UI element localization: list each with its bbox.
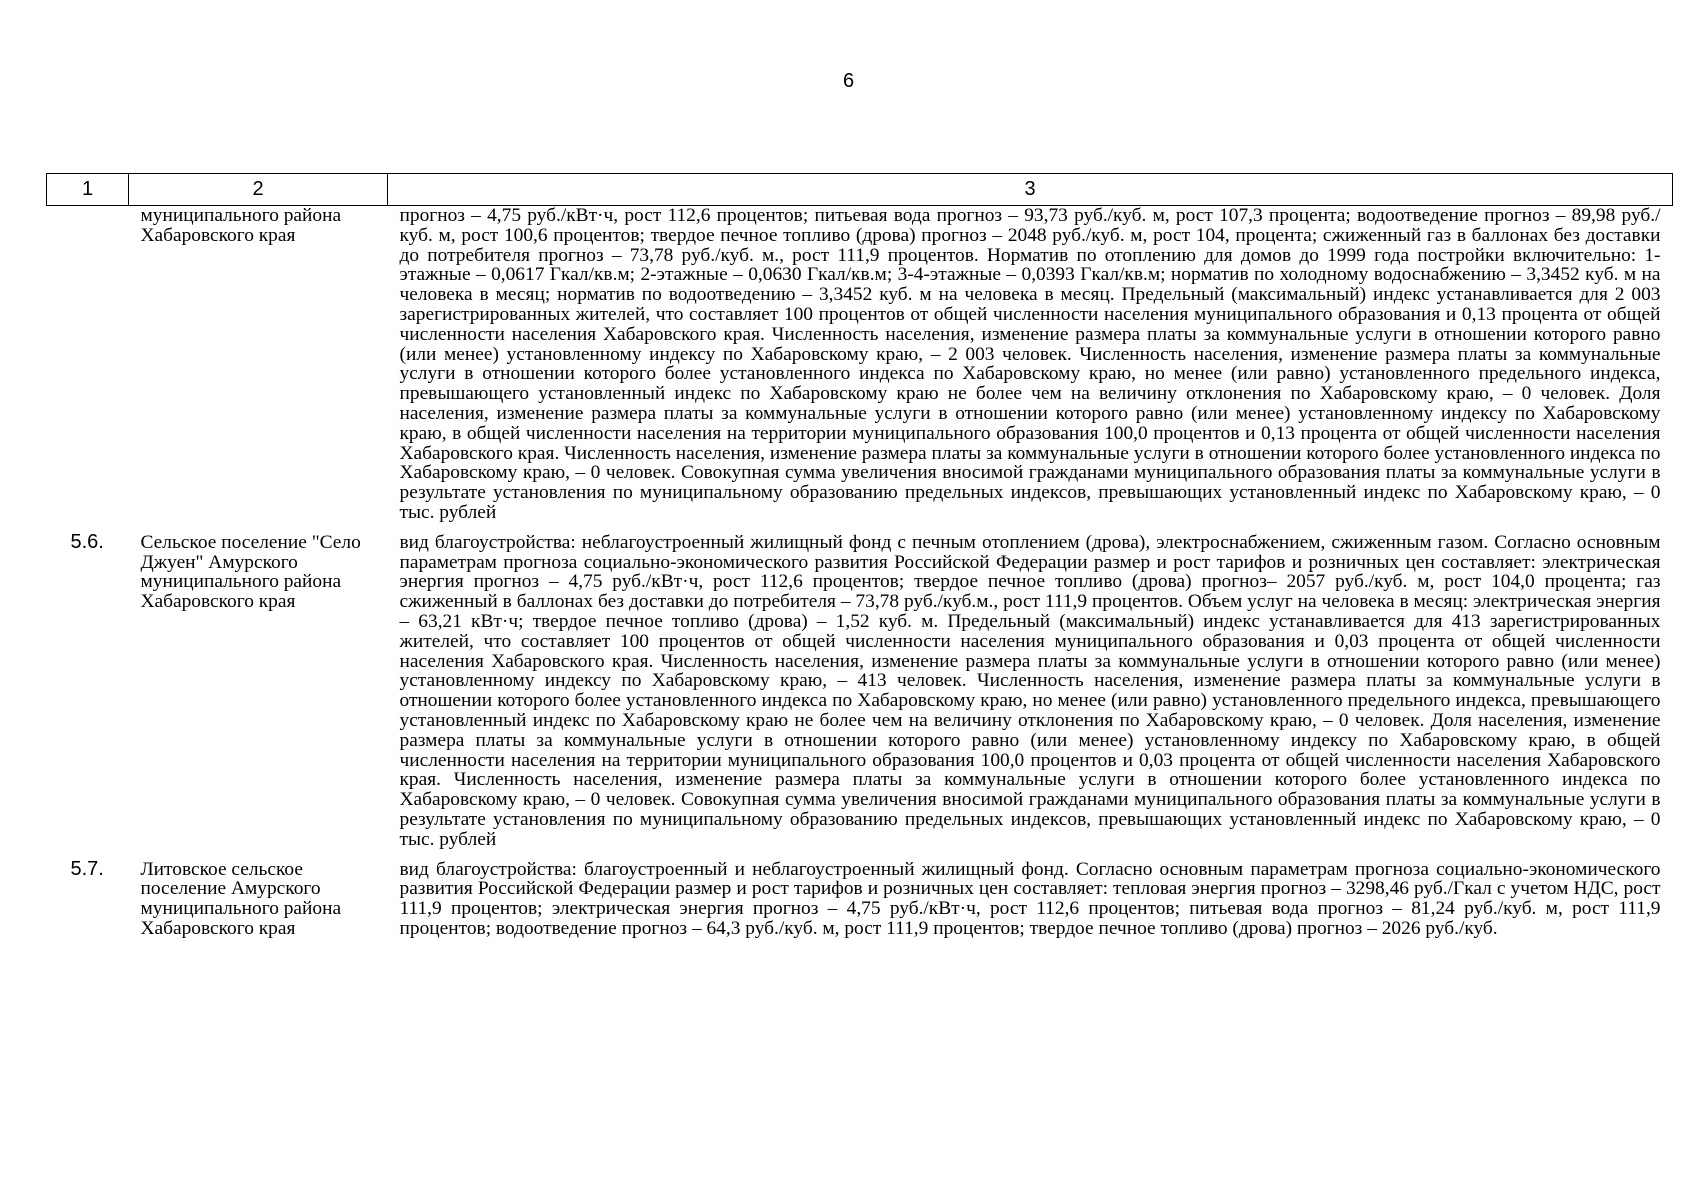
column-header-2: 2	[129, 174, 388, 206]
row-description: вид благоустройства: неблагоустроенный жилищный фонд с печным отоплением (дрова), электроснабжением, сжиженным газом. Согласно основным параметрам прогноза социально-экономического развития Российской Федерации размер и рост тарифов и розничных цен составляет: электрическая энергия прогноз – 4,75 руб./кВт·ч, рост 112,6 процентов; твердое печное топливо (дрова) прогноз– 2057 руб./куб. м, рост 104,0 процента; газ сжиженный в баллонах без доставки до потребителя – 73,78 руб./куб.м., рост 111,9 процентов. Объем услуг на человека в месяц: электрическая энергия – 63,21 кВт·ч; твердое печное топливо (дрова) – 1,52 куб. м. Предельный (максимальный) индекс устанавливается для 413 зарегистрированных жителей, что составляет 100 процентов от общей численности населения муниципального образования и 0,03 процента от общей численности населения Хабаровского края. Численность населения, изменение размера платы за коммунальные услуги в отношении которого равно (или менее) установленному индексу по Хабаровскому краю, – 413 человек. Численность населения, изменение размера платы за коммунальные услуги в отношении которого более установленного индекса по Хабаровскому краю, но менее (или равно) установленного предельного индекса, превышающего установленный индекс по Хабаровскому краю не более чем на величину отклонения по Хабаровскому краю, – 0 человек. Доля населения, изменение размера платы за коммунальные услуги в отношении которого равно (или менее) установленному индексу по Хабаровскому краю, в общей численности населения на территории муниципального образования 100,0 процентов и 0,03 процента от общей численности населения Хабаровского края. Численность населения, изменение размера платы за коммунальные услуги в отношении которого более установленного индекса по Хабаровскому краю, – 0 человек. Совокупная сумма увеличения вносимой гражданами муниципального образования платы за коммунальные услуги в результате установления по муниципальному образованию предельных индексов, превышающих установленный индекс по Хабаровскому краю, – 0 тыс. рублей	[399, 531, 1661, 850]
table-row	[47, 533, 1673, 860]
row-number: 5.7.	[70, 857, 104, 880]
municipality-name: Литовское сельское поселение Амурского муниципального района Хабаровского края	[140, 858, 342, 939]
row-number: 5.6.	[70, 530, 104, 553]
column-header-3: 3	[388, 174, 1673, 206]
row-description: вид благоустройства: благоустроенный и неблагоустроенный жилищный фонд. Согласно основным параметрам прогноза социально-экономического развития Российской Федерации размер и рост тарифов и розничных цен составляет: тепловая энергия прогноз – 3298,46 руб./Гкал с учетом НДС, рост 111,9 процентов; электрическая энергия прогноз – 4,75 руб./кВт·ч, рост 112,6 процентов; питьевая вода прогноз – 81,24 руб./куб. м, рост 111,9 процентов; водоотведение прогноз – 64,3 руб./куб. м, рост 111,9 процентов; твердое печное топливо (дрова) прогноз – 2026 руб./куб.	[399, 858, 1661, 939]
page-number: 6	[842, 70, 855, 92]
row-number	[47, 206, 129, 533]
document-table	[46, 173, 1673, 949]
table-row	[47, 860, 1673, 949]
table-row	[47, 206, 1673, 533]
row-description: прогноз – 4,75 руб./кВт·ч, рост 112,6 процентов; питьевая вода прогноз – 93,73 руб./куб. м, рост 107,3 процента; водоотведение прогноз – 89,98 руб./куб. м, рост 100,6 процентов; твердое печное топливо (дрова) прогноз – 2048 руб./куб. м, рост 104, процента; сжиженный газ в баллонах без доставки до потребителя прогноз – 73,78 руб./куб. м., рост 111,9 процентов. Норматив по отоплению для домов до 1999 года постройки включительно: 1-этажные – 0,0617 Гкал/кв.м; 2-этажные – 0,0630 Гкал/кв.м; 3-4-этажные – 0,0393 Гкал/кв.м; норматив по холодному водоснабжению – 3,3452 куб. м на человека в месяц; норматив по водоотведению – 3,3452 куб. м на человека в месяц. Предельный (максимальный) индекс устанавливается для 2 003 зарегистрированных жителей, что составляет 100 процентов от общей численности населения муниципального образования и 0,13 процента от общей численности населения Хабаровского края. Численность населения, изменение размера платы за коммунальные услуги в отношении которого равно (или менее) установленному индексу по Хабаровскому краю, – 2 003 человек. Численность населения, изменение размера платы за коммунальные услуги в отношении которого более установленного индекса по Хабаровскому краю, но менее (или равно) установленного предельного индекса, превышающего установленный индекс по Хабаровскому краю не более чем на величину отклонения по Хабаровскому краю, – 0 человек. Доля населения, изменение размера платы за коммунальные услуги в отношении которого равно (или менее) установленному индексу по Хабаровскому краю, в общей численности населения на территории муниципального образования 100,0 процентов и 0,13 процента от общей численности населения Хабаровского края. Численность населения, изменение размера платы за коммунальные услуги в отношении которого более установленного индекса по Хабаровскому краю, – 0 человек. Совокупная сумма увеличения вносимой гражданами муниципального образования платы за коммунальные услуги в результате установления по муниципальному образованию предельных индексов, превышающих установленный индекс по Хабаровскому краю, – 0 тыс. рублей	[399, 205, 1661, 523]
table-header-row	[47, 174, 1673, 206]
column-header-1: 1	[47, 174, 129, 206]
municipality-name: Сельское поселение "Село Джуен" Амурского муниципального района Хабаровского края	[140, 531, 361, 613]
municipality-name: муниципального района Хабаровского края	[140, 205, 342, 246]
